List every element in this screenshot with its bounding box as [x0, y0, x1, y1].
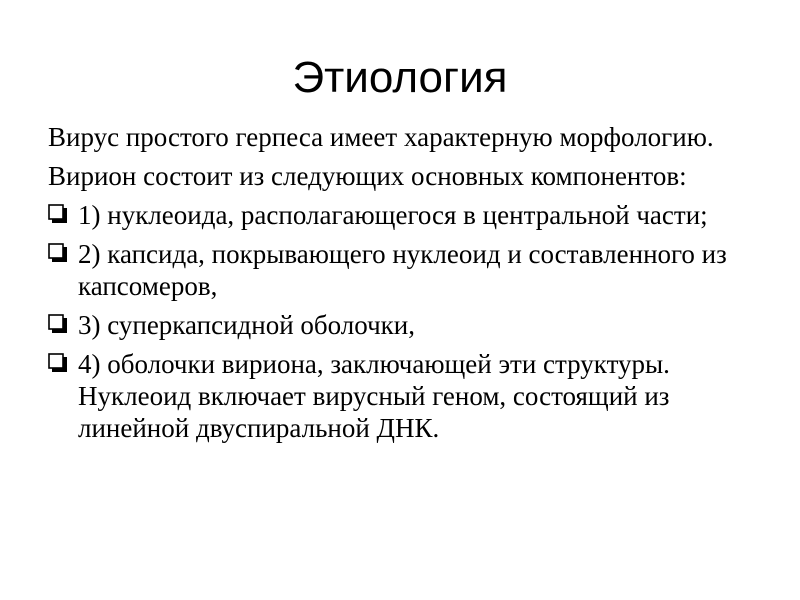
list-item-text: 2) капсида, покрывающего нуклеоид и составленного из капсомеров, — [78, 239, 727, 301]
slide-title: Этиология — [292, 53, 508, 102]
list-item — [48, 309, 768, 341]
paragraph-virion-components: Вирион состоит из следующих основных компонентов: — [48, 161, 687, 191]
paragraph-morphology: Вирус простого герпеса имеет характерную морфологию. — [48, 122, 714, 152]
list-item-text: 4) оболочки вириона, заключающей эти структуры. Нуклеоид включает вирусный геном, состоящий из линейной двуспиральной ДНК. — [78, 349, 670, 443]
checkbox-icon — [48, 243, 68, 263]
list-item — [48, 238, 768, 302]
list-item — [48, 199, 768, 231]
list-item — [48, 348, 768, 444]
slide-body — [48, 121, 768, 451]
list-item-text: 3) суперкапсидной оболочки, — [78, 310, 415, 340]
list-item-text: 1) нуклеоида, располагающегося в центральной части; — [78, 200, 708, 230]
checkbox-icon — [48, 353, 68, 373]
checkbox-icon — [48, 314, 68, 334]
checkbox-icon — [48, 204, 68, 224]
